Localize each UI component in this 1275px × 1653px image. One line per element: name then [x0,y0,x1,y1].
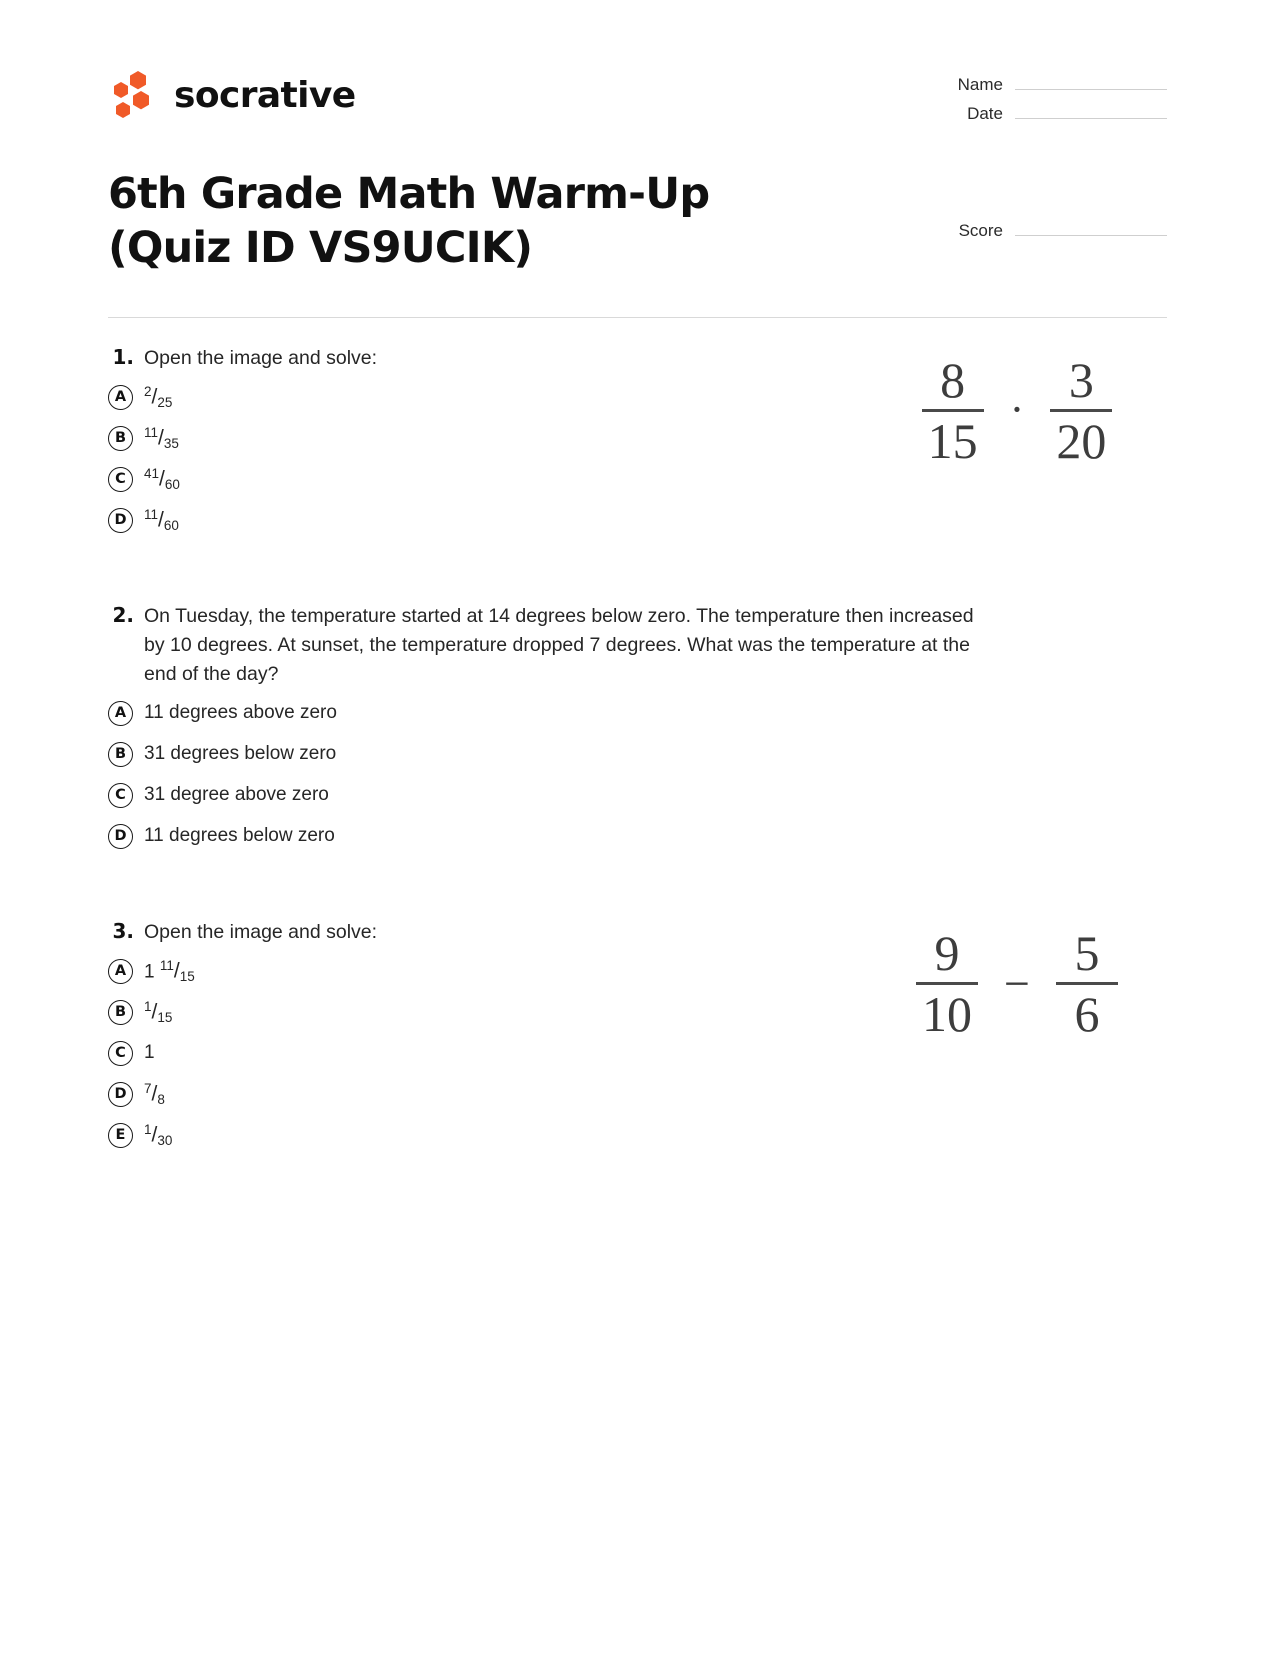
option-bubble[interactable]: B [108,426,133,451]
answer-options [108,698,1167,852]
date-field-row [931,104,1167,124]
option-bubble[interactable]: D [108,1082,133,1107]
question-text: On Tuesday, the temperature started at 14 degrees below zero. The temperature then increased by 10 degrees. At sunset, the temperature dropped 7 degrees. What was the temperature at the end of the day? [144,605,974,685]
question-body [108,344,743,546]
option-b[interactable] [108,423,743,454]
fraction-denominator: 15 [927,412,978,469]
option-c[interactable] [108,464,743,495]
question-equation-image [867,918,1167,1044]
fraction-numerator: 8 [940,351,966,408]
equation-right-fraction [1056,925,1118,1043]
question-number: 3. [112,918,134,943]
question-number: 1. [112,345,134,370]
fraction-numerator: 5 [1074,925,1100,982]
brand-name: socrative [174,74,356,116]
option-bubble[interactable]: D [108,508,133,533]
equation-operator: · [1009,385,1025,435]
question-body [108,918,743,1161]
option-a[interactable] [108,382,743,413]
option-bubble[interactable]: B [108,1000,133,1025]
question-item [108,918,1167,1161]
name-field-row [931,75,1167,95]
score-field-row [931,221,1167,241]
option-bubble[interactable]: E [108,1123,133,1148]
title-block [108,133,1167,275]
question-text: Open the image and solve: [144,920,378,943]
fraction-denominator: 20 [1056,412,1107,469]
option-label: $^{11}$/60 [144,507,179,534]
option-b[interactable] [108,997,743,1028]
worksheet-header [108,55,1167,133]
option-label: 11 degrees below zero [144,824,335,846]
questions-list [108,344,1167,1160]
socrative-hexagon-logo-icon [108,69,160,121]
option-label: 1 $^{11}$/15 [144,957,195,984]
date-input-line[interactable] [1015,105,1167,119]
page-title: 6th Grade Math Warm-Up (Quiz ID VS9UCIK) [108,169,710,274]
option-label: $^1$/15 [144,998,173,1025]
option-d[interactable] [108,505,743,536]
option-bubble[interactable]: A [108,701,133,726]
option-bubble[interactable]: D [108,824,133,849]
question-heading [108,344,743,373]
option-label: $^{41}$/60 [144,466,180,493]
option-label: $^1$/30 [144,1121,173,1148]
option-d[interactable] [108,1079,743,1110]
option-bubble[interactable]: A [108,385,133,410]
brand-logo [108,55,356,121]
header-divider [108,317,1167,318]
student-info-fields [931,55,1167,133]
option-a[interactable] [108,698,1167,729]
option-label: 11 degrees above zero [144,701,337,723]
fraction-numerator: 9 [934,925,960,982]
option-label: $^2$/25 [144,384,173,411]
option-label: 31 degrees below zero [144,742,337,764]
score-label: Score [958,221,1003,240]
equation-left-fraction [922,351,984,469]
equation-operator: − [1004,957,1030,1009]
score-input-line[interactable] [1015,222,1167,236]
option-label: 31 degree above zero [144,783,329,805]
fraction-denominator: 6 [1074,986,1100,1043]
name-input-line[interactable] [1015,76,1167,90]
date-label: Date [967,104,1003,123]
option-bubble[interactable]: C [108,783,133,808]
question-number: 2. [112,603,134,628]
option-a[interactable] [108,956,743,987]
option-label: $^7$/8 [144,1080,165,1107]
name-label: Name [957,75,1003,94]
question-text: Open the image and solve: [144,347,378,370]
option-label: $^{11}$/35 [144,425,179,452]
option-d[interactable] [108,821,1167,852]
option-b[interactable] [108,739,1167,770]
option-label: 1 [144,1041,155,1063]
question-body [108,602,1167,862]
score-field-wrap [931,133,1167,250]
option-c[interactable] [108,780,1167,811]
question-heading [108,918,743,947]
option-bubble[interactable]: B [108,742,133,767]
fraction-denominator: 10 [922,986,973,1043]
answer-options [108,956,743,1151]
equation-left-fraction [916,925,978,1043]
equation-right-fraction [1050,351,1112,469]
question-equation-image [867,344,1167,470]
question-heading [108,602,1167,689]
option-bubble[interactable]: C [108,467,133,492]
question-item [108,344,1167,546]
question-item [108,602,1167,862]
option-e[interactable] [108,1120,743,1151]
option-c[interactable] [108,1038,743,1069]
fraction-numerator: 3 [1068,351,1094,408]
answer-options [108,382,743,536]
option-bubble[interactable]: A [108,959,133,984]
option-bubble[interactable]: C [108,1041,133,1066]
